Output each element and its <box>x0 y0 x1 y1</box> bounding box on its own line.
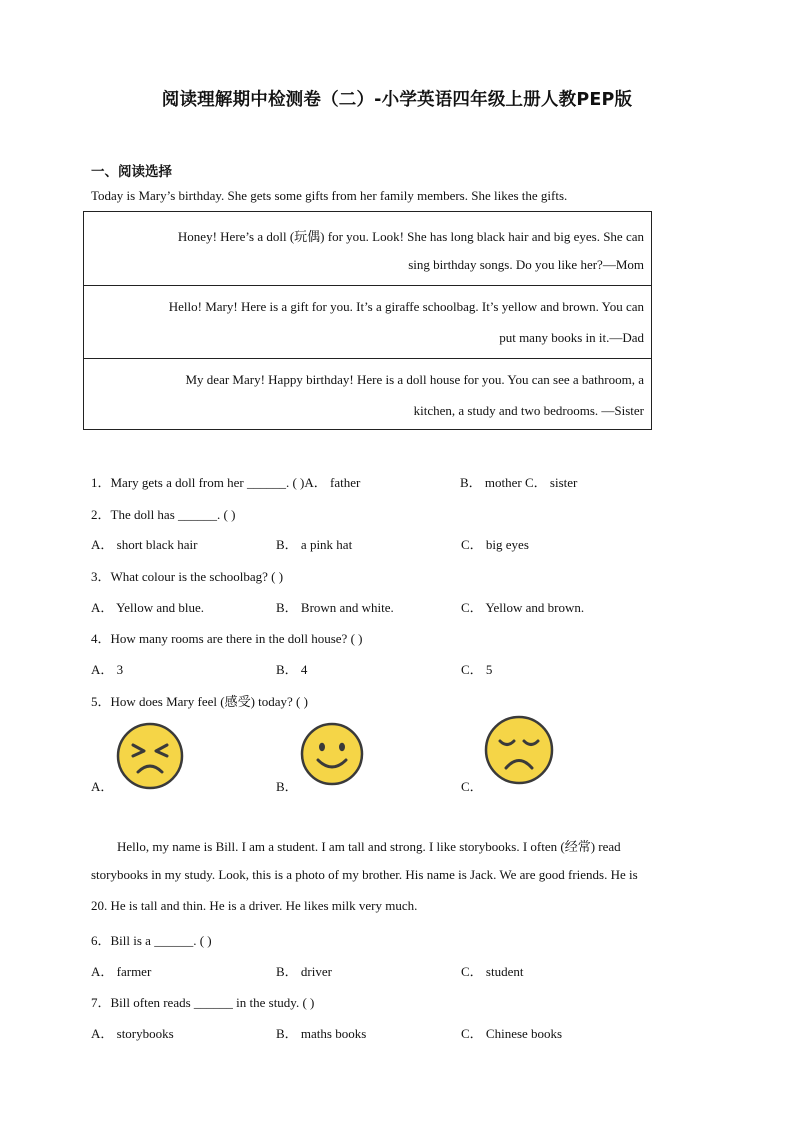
note-line: My dear Mary! Happy birthday! Here is a doll house for you. You can see a bathroom, a <box>185 372 644 387</box>
q6-option-b: B． driver <box>276 964 332 979</box>
q2-option-b: B． a pink hat <box>276 537 353 552</box>
q1-options-bc: B． mother C． sister <box>460 475 578 490</box>
smiling-face-icon <box>300 722 364 786</box>
question-2: 2．The doll has ______. ( ) <box>91 507 236 522</box>
q4-option-a: A． 3 <box>91 662 124 677</box>
page-title: 阅读理解期中检测卷（二）-小学英语四年级上册人教PEP版 <box>161 90 633 110</box>
intro-text: Today is Mary’s birthday. She gets some gifts from her family members. She likes the gifts. <box>91 188 568 203</box>
question-6: 6．Bill is a ______. ( ) <box>91 933 212 948</box>
note-mom <box>84 212 651 285</box>
note-line: sing birthday songs. Do you like her?—Mom <box>408 257 644 272</box>
note-line: Honey! Here’s a doll (玩偶) for you. Look! She has long black hair and big eyes. She can <box>177 229 644 244</box>
q7-option-b: B． maths books <box>276 1026 367 1041</box>
question-1: 1．Mary gets a doll from her ______. ( )A． father <box>91 475 361 490</box>
note-line: Hello! Mary! Here is a gift for you. It’s a giraffe schoolbag. It’s yellow and brown. You can <box>168 299 644 314</box>
passage-line: Hello, my name is Bill. I am a student. I am tall and strong. I like storybooks. I often (经常) read <box>117 839 621 854</box>
question-5: 5．How does Mary feel (感受) today? ( ) <box>91 694 308 709</box>
q6-option-a: A． farmer <box>91 964 152 979</box>
note-line: kitchen, a study and two bedrooms. —Sister <box>413 403 644 418</box>
q2-option-a: A． short black hair <box>91 537 198 552</box>
note-dad <box>84 285 651 358</box>
q7-option-a: A． storybooks <box>91 1026 174 1041</box>
section-heading: 一、阅读选择 <box>91 164 172 180</box>
q2-option-c: C． big eyes <box>461 537 529 552</box>
q3-option-a: A． Yellow and blue. <box>91 600 205 615</box>
q7-option-c: C． Chinese books <box>461 1026 563 1041</box>
passage-line: storybooks in my study. Look, this is a photo of my brother. His name is Jack. We are good friends. He is <box>91 867 638 882</box>
q6-option-c: C． student <box>461 964 524 979</box>
angry-face-icon <box>116 722 184 790</box>
sad-face-icon <box>484 715 554 785</box>
q3-option-c: C． Yellow and brown. <box>461 600 585 615</box>
q5-option-c: C． <box>461 779 483 794</box>
q5-option-a: A． <box>91 779 114 794</box>
q4-option-c: C． 5 <box>461 662 493 677</box>
q3-option-b: B． Brown and white. <box>276 600 394 615</box>
question-7: 7．Bill often reads ______ in the study. ( ) <box>91 995 315 1010</box>
gift-notes-table <box>83 211 652 430</box>
note-sister <box>84 358 651 431</box>
question-4: 4．How many rooms are there in the doll house? ( ) <box>91 631 363 646</box>
q5-option-b: B． <box>276 779 298 794</box>
q4-option-b: B． 4 <box>276 662 308 677</box>
note-line: put many books in it.—Dad <box>499 330 644 345</box>
question-3: 3．What colour is the schoolbag? ( ) <box>91 569 284 584</box>
passage-line: 20. He is tall and thin. He is a driver. He likes milk very much. <box>91 898 418 913</box>
